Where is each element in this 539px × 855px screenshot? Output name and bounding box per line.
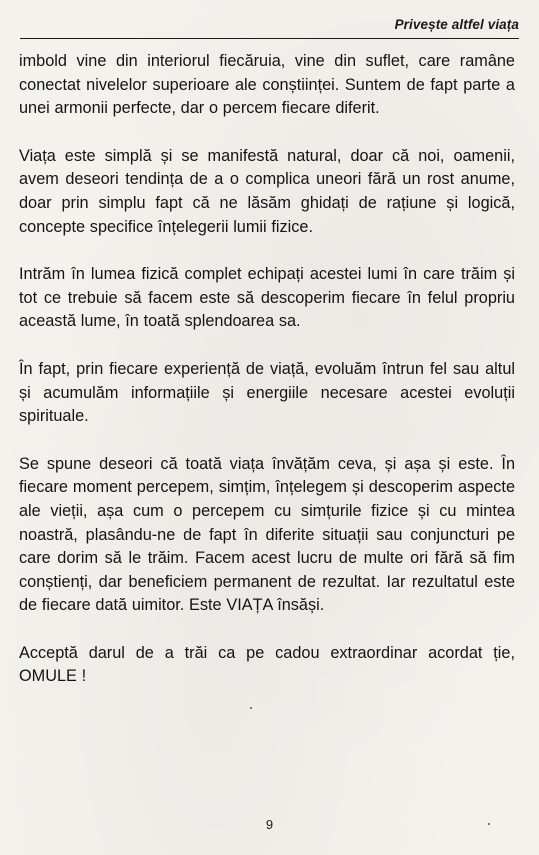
paragraph-1: imbold vine din interiorul fiecăruia, vine din suflet, care ramâne conectat nivelelor superioare ale conștiinței. Suntem de fapt parte a unei armonii perfecte, dar o percem fiecare diferit. [19,52,515,118]
paragraph-6: Acceptă darul de a trăi ca pe cadou extraordinar acordat ție, OMULE ! [19,643,515,686]
paragraph-4: În fapt, prin fiecare experiență de viață, evoluăm întrun fel sau altul și acumulăm informațiile și energiile necesare acestei evoluții spirituale. [19,359,515,426]
print-speck [250,707,252,709]
body-text [19,50,515,689]
page-header [20,13,519,39]
paragraph-3: Intrăm în lumea fizică complet echipați acestei lumi în care trăim și tot ce trebuie să facem este să descoperim fiecare în felul propriu această lume, în toată splendoarea sa. [19,265,515,331]
page-number: 9 [265,817,274,832]
paragraph-2: Viața este simplă și se manifestă natural, doar că noi, oamenii, avem deseori tendința de a o complica uneori fără un rost anume, doar prin simplu fapt că ne lăsăm ghidați de rațiune și logică, concepte specifice înțelegerii lumii fizice. [19,146,515,236]
running-title: Privește altfel viața [394,17,519,32]
header-rule [20,38,519,39]
paragraph-5: Se spune deseori că toată viața învățăm ceva, și așa și este. În fiecare moment percepem, simțim, înțelegem și descoperim aspecte ale vieții, așa cum o percepem cu simțurile fizice și cu mintea noastră, plasându-ne de fapt în diferite situații sau conjuncturi pe care dorim să le trăim. Facem acest lucru de multe ori fără să fim conștienți, dar beneficiem permanent de rezultat. Iar rezultatul este de fiecare dată uimitor. Este VIAȚA însăși. [19,454,515,615]
